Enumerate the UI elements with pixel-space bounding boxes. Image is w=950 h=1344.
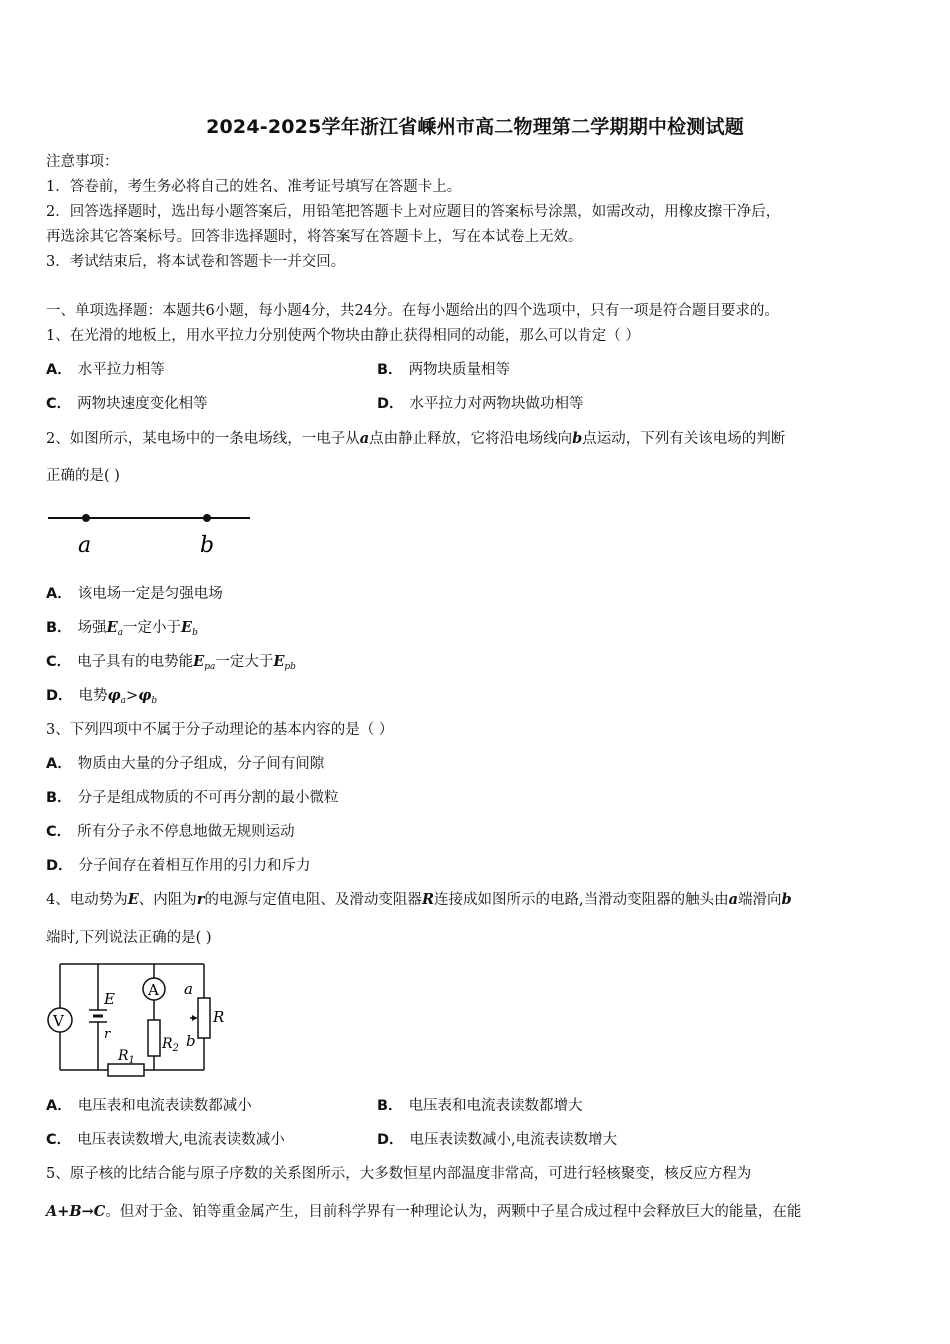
notice-heading: 注意事项： <box>46 154 119 170</box>
r1-label: $R_1$ <box>118 1048 135 1066</box>
symbol-sub: b <box>151 696 158 706</box>
voltmeter-label: V <box>53 1012 64 1030</box>
q4-option-d <box>377 1130 617 1150</box>
rheostat-end-b: b <box>186 1032 196 1050</box>
option-label: A． <box>46 1098 72 1114</box>
option-label: A． <box>46 362 72 378</box>
q2-option-d <box>46 686 157 711</box>
option-text: > <box>126 688 139 704</box>
ammeter-label: A <box>148 981 159 999</box>
notice-item: 1．答卷前，考生务必将自己的姓名、准考证号填写在答题卡上。 <box>46 179 462 195</box>
q3-option-a <box>46 754 324 774</box>
option-label: C． <box>46 654 72 670</box>
option-text: 水平拉力对两物块做功相等 <box>409 396 584 412</box>
q2-stem-part: 点运动，下列有关该电场的判断 <box>582 431 786 447</box>
option-label: D． <box>377 1132 404 1148</box>
q5-stem: 5、原子核的比结合能与原子序数的关系图所示，大多数恒星内部温度非常高，可进行轻核聚变，核反应方程为 <box>46 1166 752 1182</box>
option-text: 一定小于 <box>123 620 181 636</box>
page-title: 2024-2025学年浙江省嵊州市高二物理第二学期期中检测试题 <box>206 116 744 138</box>
resistor-r1 <box>108 1064 144 1076</box>
option-label: C． <box>46 824 72 840</box>
slider-arrow-icon <box>192 1015 197 1021</box>
q1-option-a <box>46 360 165 380</box>
option-text: 所有分子永不停息地做无规则运动 <box>77 824 295 840</box>
symbol-sub: pa <box>204 662 216 672</box>
q5-stem-part: 。但对于金、铂等重金属产生，目前科学界有一种理论认为，两颗中子星合成过程中会释放巨大的能量，在能 <box>105 1204 802 1220</box>
q4-stem-part: 的电源与定值电阻、及滑动变阻器 <box>204 892 422 908</box>
r2-label: $R_2$ <box>162 1036 179 1054</box>
q4-var-b: b <box>781 891 792 908</box>
q4-option-c <box>46 1130 285 1150</box>
q5-stem-line2 <box>46 1202 801 1222</box>
option-text: 分子是组成物质的不可再分割的最小微粒 <box>77 790 339 806</box>
option-label: A． <box>46 756 72 772</box>
option-text: 电压表读数减小,电流表读数增大 <box>409 1132 618 1148</box>
option-text: 场强 <box>77 620 107 636</box>
point-a-label: a <box>78 533 92 558</box>
option-label: C． <box>46 1132 72 1148</box>
option-label: D． <box>46 858 73 874</box>
symbol: φ <box>138 687 152 704</box>
option-text: 电子具有的电势能 <box>77 654 194 670</box>
option-text: 电压表和电流表读数都增大 <box>408 1098 583 1114</box>
q2-field-line-figure <box>40 500 260 562</box>
option-text: 两物块速度变化相等 <box>77 396 208 412</box>
q3-option-c <box>46 822 295 842</box>
option-label: B． <box>377 362 403 378</box>
symbol-sub: a <box>117 628 123 638</box>
option-label: D． <box>377 396 404 412</box>
q1-option-b <box>377 360 510 380</box>
option-label: B． <box>46 790 72 806</box>
symbol: E <box>106 619 118 636</box>
q4-var-E: E <box>127 891 139 908</box>
q2-stem-line2: 正确的是( ) <box>46 468 120 484</box>
rheostat-label: R <box>213 1008 225 1026</box>
option-label: D． <box>46 688 73 704</box>
q4-stem-part: 端滑向 <box>738 892 782 908</box>
symbol: E <box>181 619 193 636</box>
q3-option-d <box>46 856 311 876</box>
q4-option-b <box>377 1096 583 1116</box>
point-b-dot <box>203 514 211 522</box>
option-label: A． <box>46 586 72 602</box>
q4-var-r: r <box>196 891 205 908</box>
rheostat-end-a: a <box>184 980 193 998</box>
notice-item: 3．考试结束后，将本试卷和答题卡一并交回。 <box>46 254 346 270</box>
q2-var-b: b <box>572 430 583 447</box>
option-text: 一定大于 <box>215 654 274 670</box>
q1-option-c <box>46 394 208 414</box>
q4-var-a: a <box>728 891 739 908</box>
option-text: 该电场一定是匀强电场 <box>77 586 223 602</box>
q4-circuit-figure <box>44 958 234 1082</box>
section-heading: 一、单项选择题：本题共6小题，每小题4分，共24分。在每小题给出的四个选项中，只有一项是符合题目要求的。 <box>46 303 779 319</box>
q4-stem <box>46 890 792 910</box>
option-text: 电势 <box>78 688 108 704</box>
notice-item: 2．回答选择题时，选出每小题答案后，用铅笔把答题卡上对应题目的答案标号涂黑，如需改动，用橡皮擦干净后， <box>46 204 781 220</box>
q3-stem: 3、下列四项中不属于分子动理论的基本内容的是（ ） <box>46 722 394 738</box>
q2-var-a: a <box>359 430 370 447</box>
rheostat-r <box>198 998 210 1038</box>
point-a-dot <box>82 514 90 522</box>
option-text: 电压表读数增大,电流表读数减小 <box>77 1132 285 1148</box>
q1-stem: 1、在光滑的地板上，用水平拉力分别使两个物块由静止获得相同的动能，那么可以肯定（ ） <box>46 328 640 344</box>
option-text: 电压表和电流表读数都减小 <box>77 1098 252 1114</box>
option-label: B． <box>377 1098 403 1114</box>
q2-stem-part: 点由静止释放，它将沿电场线向 <box>369 431 573 447</box>
q4-var-R: R <box>421 891 434 908</box>
q4-stem-part: 4、电动势为 <box>46 892 128 908</box>
internal-resistance-label: r <box>104 1027 111 1042</box>
q2-option-c <box>46 652 296 677</box>
option-text: 水平拉力相等 <box>77 362 165 378</box>
q3-option-b <box>46 788 339 808</box>
resistor-r2 <box>148 1020 160 1056</box>
q2-option-a <box>46 584 223 604</box>
symbol-sub: b <box>192 628 198 638</box>
symbol: E <box>273 653 285 670</box>
q2-stem-part: 2、如图所示，某电场中的一条电场线，一电子从 <box>46 431 360 447</box>
emf-label: E <box>104 990 115 1008</box>
symbol: E <box>193 653 205 670</box>
option-text: 两物块质量相等 <box>408 362 511 378</box>
symbol: φ <box>107 687 121 704</box>
q4-stem-part: 、内阻为 <box>138 892 197 908</box>
option-label: B． <box>46 620 72 636</box>
symbol-sub: pb <box>284 662 296 672</box>
q5-equation: A+B→C <box>46 1203 106 1220</box>
q4-option-a <box>46 1096 252 1116</box>
option-text: 分子间存在着相互作用的引力和斥力 <box>78 858 311 874</box>
option-label: C． <box>46 396 72 412</box>
notice-item: 再选涂其它答案标号。回答非选择题时，将答案写在答题卡上，写在本试卷上无效。 <box>46 229 583 245</box>
q4-stem-part: 连接成如图所示的电路,当滑动变阻器的触头由 <box>434 892 729 908</box>
q2-stem <box>46 429 785 449</box>
symbol-sub: a <box>120 696 127 706</box>
q1-option-d <box>377 394 584 414</box>
q4-stem-line2: 端时,下列说法正确的是( ) <box>46 930 212 946</box>
q2-option-b <box>46 618 198 643</box>
option-text: 物质由大量的分子组成，分子间有间隙 <box>77 756 325 772</box>
point-b-label: b <box>200 533 215 558</box>
